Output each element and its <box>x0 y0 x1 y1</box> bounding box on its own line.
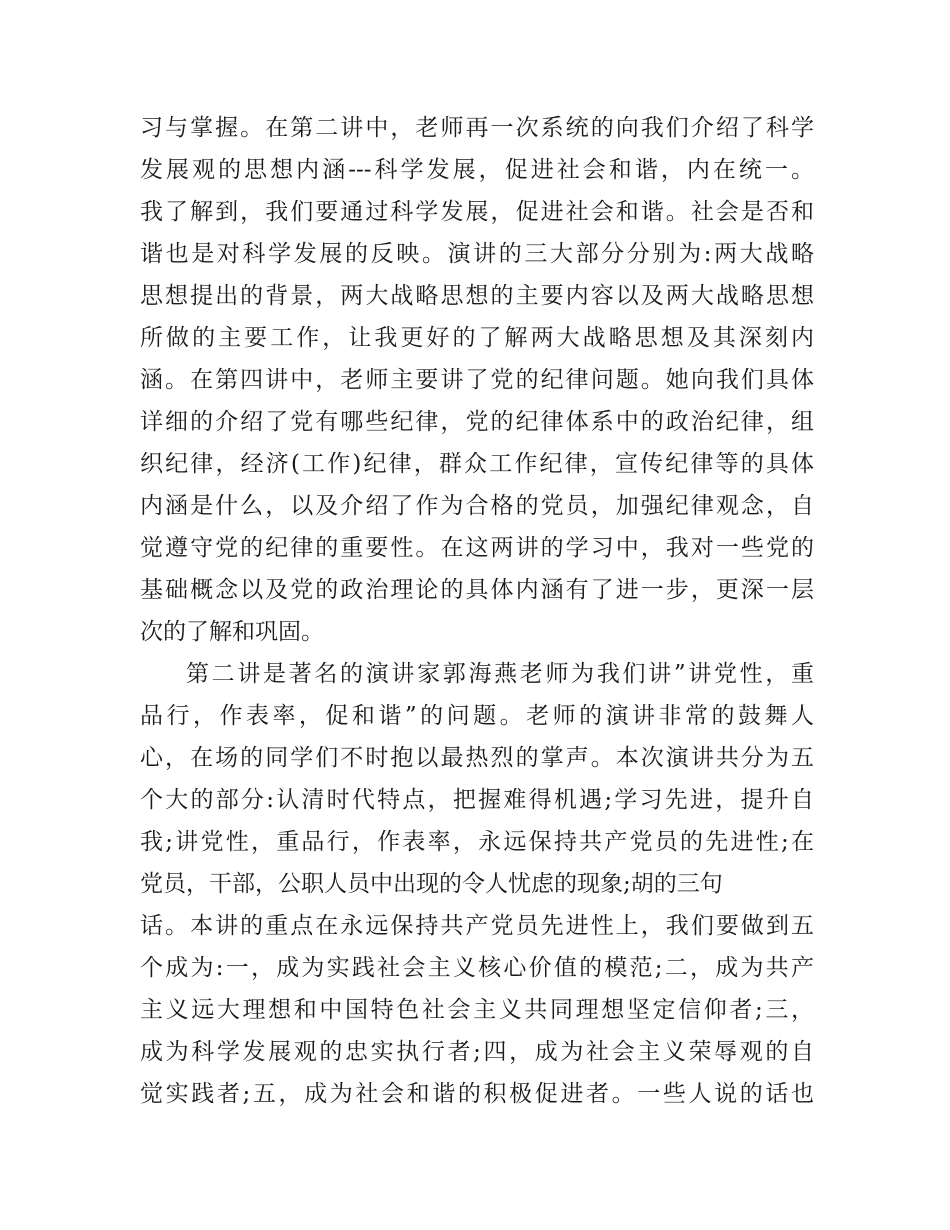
text-line: 内涵是什么，以及介绍了作为合格的党员，加强纪律观念，自 <box>140 493 814 519</box>
text-line: 详细的介绍了党有哪些纪律，党的纪律体系中的政治纪律，组 <box>140 409 814 435</box>
text-line: 觉遵守党的纪律的重要性。在这两讲的学习中，我对一些党的 <box>140 535 814 561</box>
text-line: 织纪律，经济(工作)纪律，群众工作纪律，宣传纪律等的具体 <box>140 451 814 477</box>
text-line: 基础概念以及党的政治理论的具体内涵有了进一步，更深一层 <box>140 577 814 603</box>
text-line: 发展观的思想内涵---科学发展，促进社会和谐，内在统一。 <box>140 157 814 183</box>
paragraph-1 <box>140 107 814 653</box>
text-line: 成为科学发展观的忠实执行者;四，成为社会主义荣辱观的自 <box>140 1039 814 1065</box>
text-line: 个大的部分:认清时代特点，把握难得机遇;学习先进，提升自 <box>140 787 814 813</box>
paragraph-2 <box>140 653 814 1115</box>
text-line: 我了解到，我们要通过科学发展，促进社会和谐。社会是否和 <box>140 199 814 225</box>
text-line: 涵。在第四讲中，老师主要讲了党的纪律问题。她向我们具体 <box>140 367 814 393</box>
text-line: 觉实践者;五，成为社会和谐的积极促进者。一些人说的话也 <box>140 1081 814 1107</box>
text-line: 品行，作表率，促和谐”的问题。老师的演讲非常的鼓舞人 <box>140 703 814 729</box>
text-line: 所做的主要工作，让我更好的了解两大战略思想及其深刻内 <box>140 325 814 351</box>
text-line: 谐也是对科学发展的反映。演讲的三大部分分别为:两大战略 <box>140 241 814 267</box>
text-line: 个成为:一，成为实践社会主义核心价值的模范;二，成为共产 <box>140 955 814 981</box>
text-line: 思想提出的背景，两大战略思想的主要内容以及两大战略思想 <box>140 283 814 309</box>
text-line: 主义远大理想和中国特色社会主义共同理想坚定信仰者;三， <box>140 997 814 1023</box>
text-line: 第二讲是著名的演讲家郭海燕老师为我们讲”讲党性，重 <box>186 661 814 687</box>
text-line: 心，在场的同学们不时抱以最热烈的掌声。本次演讲共分为五 <box>140 745 814 771</box>
text-line: 习与掌握。在第二讲中，老师再一次系统的向我们介绍了科学 <box>140 115 814 141</box>
text-line: 我;讲党性，重品行，作表率，永远保持共产党员的先进性;在 <box>140 829 814 855</box>
text-line: 次的了解和巩固。 <box>140 619 324 645</box>
text-line: 话。本讲的重点在永远保持共产党员先进性上，我们要做到五 <box>140 913 814 939</box>
text-line: 党员，干部，公职人员中出现的令人忧虑的现象;胡的三句 <box>140 871 723 897</box>
document-body <box>140 107 814 1115</box>
